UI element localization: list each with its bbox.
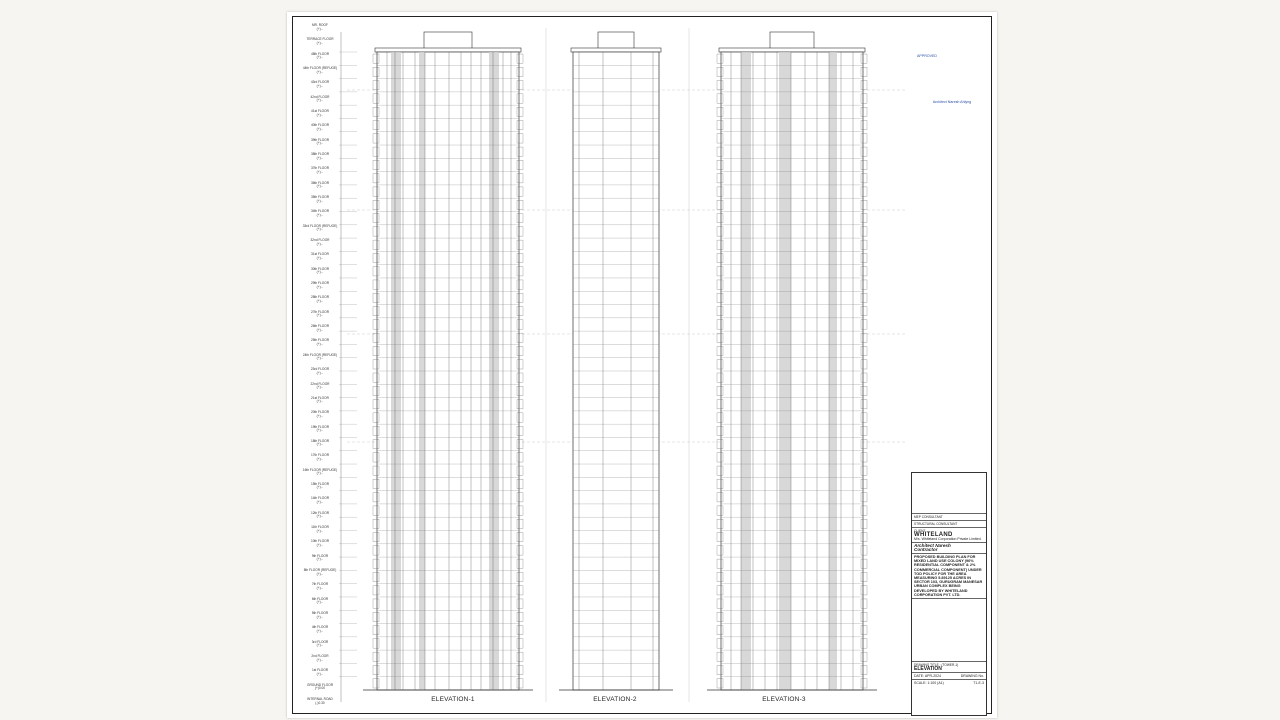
drawing-title-label: DRAWING TITLE : (TOWER-1) — [914, 663, 959, 668]
floor-level: (+)... — [316, 112, 324, 117]
floor-label — [297, 469, 343, 476]
floor-level: (+)... — [316, 628, 324, 633]
floor-level: (+)... — [316, 671, 324, 676]
floor-label — [297, 440, 343, 447]
floor-level: (+)... — [316, 657, 324, 662]
floor-name: MR. ROOF — [312, 23, 328, 27]
floor-label — [297, 555, 343, 562]
floor-label — [297, 354, 343, 361]
floor-label — [297, 540, 343, 547]
floor-label — [297, 512, 343, 519]
floor-level: (+)... — [316, 585, 324, 590]
floor-label — [297, 311, 343, 318]
floor-name: 9th FLOOR — [311, 553, 329, 558]
signature-note — [927, 100, 977, 104]
floor-name: 33rd FLOOR (REFUGE) — [302, 223, 338, 228]
date-label: DATE: — [914, 674, 925, 679]
approval-stamp-text: APPROVED — [917, 54, 937, 58]
floor-label — [297, 325, 343, 332]
floor-name: 31st FLOOR — [311, 252, 329, 257]
floor-level: (+)... — [316, 485, 324, 490]
floor-label — [297, 182, 343, 189]
floor-level: (+)... — [316, 442, 324, 447]
drawing-sheet — [287, 12, 997, 718]
floor-name: 39th FLOOR — [310, 137, 330, 142]
drawing-title: ELEVATION — [914, 666, 942, 673]
drawing-title-section — [912, 662, 986, 673]
floor-label — [297, 53, 343, 60]
floor-level: (+)... — [316, 385, 324, 390]
mep-consultant-label: MEP CONSULTANT — [914, 515, 943, 519]
floor-name: 44th FLOOR (REFUGE) — [302, 66, 338, 71]
floor-level: (+)... — [316, 542, 324, 547]
architect-name: Architect Naresh — [914, 543, 951, 548]
floor-label — [297, 196, 343, 203]
title-block — [911, 472, 987, 716]
floor-level: (+)... — [316, 313, 324, 318]
floor-label — [297, 81, 343, 88]
floor-level: (+)... — [316, 26, 324, 31]
parapet — [719, 48, 865, 52]
floor-name: INTERNAL ROAD — [307, 697, 333, 701]
floor-name: 28th FLOOR — [310, 295, 330, 300]
project-description: PROPOSED BUILDING PLAN FOR MIXED LAND USE COLONY (96% RESIDENTIAL COMPONENT & 2% COMMERCIAL COMPONENT) UNDER TOD POLICY FOR THE AREA MEASURING 5.89125 ACRES IN SECTOR 103, GURUGRAM MANESAR URBAN COMPLEX BEING DEVELOPED BY WHITELAND CORPORATION PVT. LTD. — [912, 554, 986, 599]
floor-level: (+)... — [316, 69, 324, 74]
floor-name: 16th FLOOR (REFUGE) — [302, 467, 338, 472]
floor-level: (+)... — [316, 155, 324, 160]
floor-name: 42nd FLOOR — [310, 94, 330, 99]
floor-level: (+)... — [316, 141, 324, 146]
client-label: CLIENT — [914, 529, 926, 533]
floor-name: 30th FLOOR — [310, 266, 330, 271]
floor-name: 25th FLOOR — [310, 338, 330, 343]
floor-name: 7th FLOOR — [311, 582, 329, 587]
floor-level: (-)0.30 — [315, 700, 325, 705]
floor-level: (+)... — [316, 55, 324, 60]
floor-level: (+)... — [316, 571, 324, 576]
floor-label — [297, 397, 343, 404]
approval-stamp — [897, 54, 957, 58]
floor-label — [297, 253, 343, 260]
floor-label — [297, 684, 343, 691]
floor-name: GROUND FLOOR — [306, 682, 334, 687]
floor-level: (+)... — [316, 126, 324, 131]
floor-level: (+)... — [316, 499, 324, 504]
signature-stamps-area — [912, 599, 986, 662]
floor-name: 5th FLOOR — [311, 610, 329, 615]
floor-label — [297, 598, 343, 605]
floor-name: 43rd FLOOR — [310, 80, 330, 85]
floor-name: 27th FLOOR — [310, 309, 330, 314]
elevation-2-label: ELEVATION-2 — [593, 696, 637, 703]
floor-label — [297, 526, 343, 533]
floor-label — [297, 167, 343, 174]
floor-label — [297, 383, 343, 390]
floor-label — [297, 626, 343, 633]
floor-label — [297, 296, 343, 303]
floor-name: 26th FLOOR — [310, 324, 330, 329]
floor-name: 23rd FLOOR — [310, 367, 330, 372]
floor-label — [297, 124, 343, 131]
company-logo-text: WHITELAND — [914, 532, 953, 538]
floor-name: 12th FLOOR — [310, 510, 330, 515]
company-full-name: M/s. Whiteland Corporation Private Limited. — [914, 537, 982, 541]
floor-level: (+)... — [316, 184, 324, 189]
floor-name: 2nd FLOOR — [311, 653, 329, 658]
floor-label — [297, 239, 343, 246]
floor-name: 36th FLOOR — [310, 180, 330, 185]
floor-label — [297, 38, 343, 45]
floor-level: (+)... — [316, 614, 324, 619]
drawing-no-value: T1-E-3 — [973, 681, 984, 686]
floor-level: (+)... — [316, 40, 324, 45]
structural-consultant — [912, 521, 986, 528]
floor-name: 41st FLOOR — [311, 109, 329, 114]
floor-label — [297, 24, 343, 31]
floor-label — [297, 497, 343, 504]
floor-name: 22nd FLOOR — [310, 381, 330, 386]
floor-level: (+)... — [316, 342, 324, 347]
floor-level: (+)... — [316, 413, 324, 418]
floor-label — [297, 268, 343, 275]
mep-consultant — [912, 514, 986, 521]
structural-consultant-label: STRUCTURAL CONSULTANT — [914, 522, 958, 526]
floor-name: 4th FLOOR — [311, 625, 329, 630]
floor-label — [297, 210, 343, 217]
floor-label — [297, 655, 343, 662]
floor-name: 6th FLOOR — [311, 596, 329, 601]
floor-name: 15th FLOOR — [310, 481, 330, 486]
floor-level: (+)... — [316, 428, 324, 433]
floor-label — [297, 612, 343, 619]
floor-level: (+)... — [316, 169, 324, 174]
floor-level: (+)0.00 — [314, 686, 326, 691]
floor-label — [297, 641, 343, 648]
floor-level: (+)... — [316, 270, 324, 275]
floor-label — [297, 139, 343, 146]
floor-label — [297, 225, 343, 232]
floor-level: (+)... — [316, 227, 324, 232]
floor-name: 10th FLOOR — [310, 539, 330, 544]
floor-name: 11th FLOOR — [311, 524, 329, 529]
floor-level: (+)... — [316, 456, 324, 461]
floor-name: 34th FLOOR — [310, 209, 330, 214]
floor-level: (+)... — [316, 471, 324, 476]
floor-label — [297, 583, 343, 590]
floor-name: 17th FLOOR — [310, 453, 330, 458]
date-value: APR-2024 — [924, 674, 941, 679]
floor-level: (+)... — [316, 213, 324, 218]
drawing-no-label: DRAWING No. — [960, 674, 984, 679]
floor-label — [297, 368, 343, 375]
floor-level: (+)... — [316, 256, 324, 261]
floor-name: 1st FLOOR — [311, 668, 329, 673]
floor-level: (+)... — [316, 356, 324, 361]
floor-level: (+)... — [316, 643, 324, 648]
floor-label — [297, 483, 343, 490]
floor-level: (+)... — [316, 557, 324, 562]
floor-name: 29th FLOOR — [310, 281, 330, 286]
floor-name: 19th FLOOR — [310, 424, 330, 429]
client-section — [912, 528, 986, 543]
floor-name: 18th FLOOR — [310, 438, 330, 443]
floor-level: (+)... — [316, 299, 324, 304]
floor-label — [297, 669, 343, 676]
floor-level: (+)... — [316, 198, 324, 203]
elevation-1-label: ELEVATION-1 — [431, 696, 475, 703]
floor-name: 37th FLOOR — [310, 166, 330, 171]
floor-level: (+)... — [316, 98, 324, 103]
floor-name: TERRACE FLOOR — [306, 37, 334, 42]
parapet — [571, 48, 661, 52]
floor-level: (+)... — [316, 284, 324, 289]
elevation-3-label: ELEVATION-3 — [762, 696, 806, 703]
floor-label — [297, 153, 343, 160]
scale-label: SCALE: — [914, 681, 927, 686]
floor-name: 14th FLOOR — [310, 496, 330, 501]
floor-label — [297, 282, 343, 289]
floor-name: 20th FLOOR — [310, 410, 330, 415]
architect-role: Contractor — [914, 547, 938, 552]
floor-level: (+)... — [316, 327, 324, 332]
floor-name: 32nd FLOOR — [310, 238, 330, 243]
floor-name: 48th FLOOR — [310, 51, 330, 56]
floor-label — [297, 339, 343, 346]
floor-name: 35th FLOOR — [310, 195, 330, 200]
floor-level: (+)... — [316, 514, 324, 519]
title-block-notes — [912, 473, 986, 514]
floor-name: 24th FLOOR (REFUGE) — [302, 352, 338, 357]
drawing-meta — [912, 673, 986, 680]
floor-label — [297, 96, 343, 103]
floor-level: (+)... — [316, 399, 324, 404]
floor-name: 21st FLOOR — [311, 395, 329, 400]
floor-level: (+)... — [316, 370, 324, 375]
floor-name: 8th FLOOR (REFUGE) — [303, 567, 337, 572]
drawing-meta-2 — [912, 680, 986, 686]
floor-label — [297, 454, 343, 461]
floor-name: 38th FLOOR — [310, 152, 330, 157]
floor-level: (+)... — [316, 600, 324, 605]
floor-level: (+)... — [316, 241, 324, 246]
floor-level: (+)... — [316, 528, 324, 533]
floor-label — [297, 67, 343, 74]
floor-name: 3rd FLOOR — [311, 639, 329, 644]
architect-section — [912, 543, 986, 554]
floor-level: (+)... — [316, 83, 324, 88]
floor-label — [297, 411, 343, 418]
signature-note-text: Architect Naresh Ahlyng — [932, 100, 972, 104]
parapet — [375, 48, 521, 52]
scale-value: 1:100 (A1) — [927, 681, 944, 686]
floor-label — [297, 110, 343, 117]
floor-name: 40th FLOOR — [310, 123, 330, 128]
elevation-drawing — [287, 12, 997, 718]
floor-label — [297, 698, 343, 705]
floor-label — [297, 569, 343, 576]
floor-label — [297, 426, 343, 433]
